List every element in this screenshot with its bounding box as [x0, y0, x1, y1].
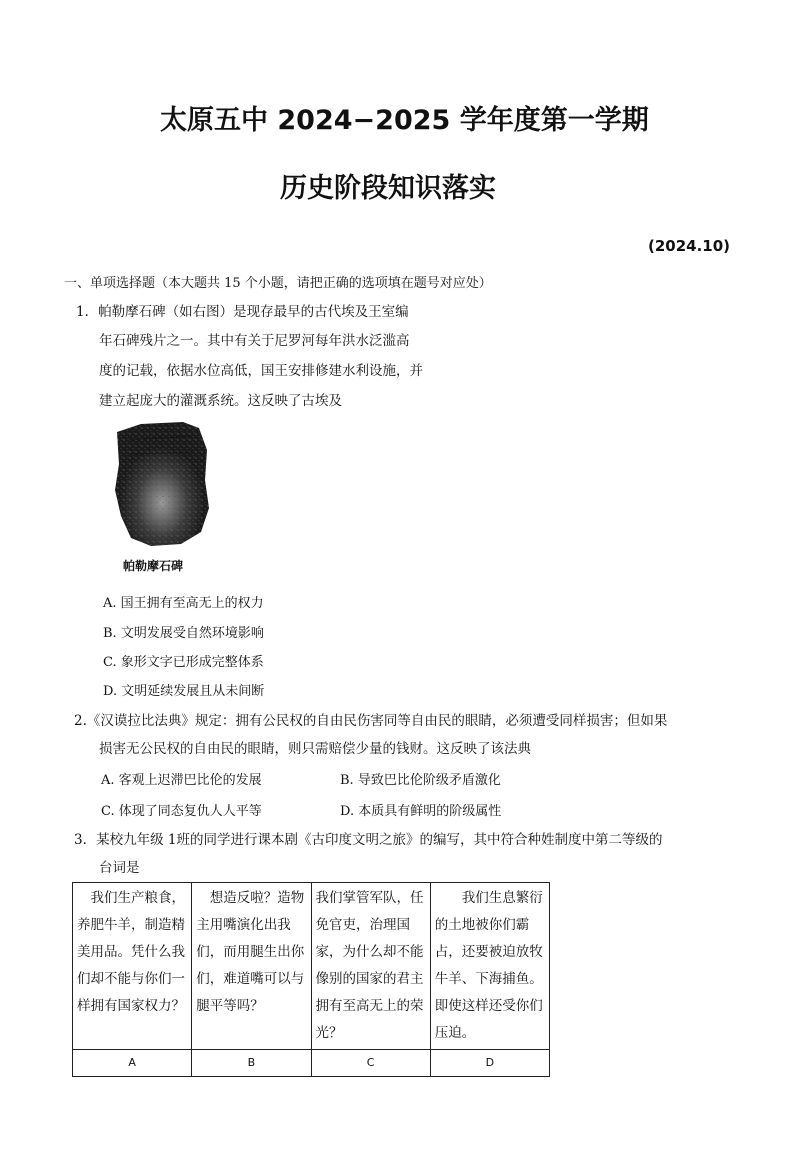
q2-stem-line: 2.《汉谟拉比法典》规定：拥有公民权的自由民伤害同等自由民的眼睛，必须遭受同样损害；但如果: [74, 713, 668, 729]
table-label-d: D: [430, 1050, 549, 1077]
q1-option-c[interactable]: C. 象形文字已形成完整体系: [103, 655, 264, 670]
page-subtitle: 历史阶段知识落实: [280, 173, 496, 204]
q2-option-d[interactable]: D. 本质具有鲜明的阶级属性: [340, 804, 502, 819]
q3-stem-line: 3．某校九年级 1班的同学进行课本剧《古印度文明之旅》的编写，其中符合种姓制度中第二等级的: [74, 832, 663, 848]
cell-text: 我们生息繁衍的土地被你们霸占，还要被迫放牧牛羊、下海捕鱼。即使这样还受你们压迫。: [434, 890, 543, 1041]
exam-date: (2024.10): [648, 237, 731, 255]
table-cell-c[interactable]: [311, 883, 430, 1050]
cell-text: 想造反啦？造物主用嘴演化出我们，而用腿生出你们，难道嘴可以与腿平等吗？: [196, 890, 305, 1014]
q2-option-c[interactable]: C. 体现了同态复仇人人平等: [101, 804, 262, 819]
palermo-stone-image: [111, 420, 211, 548]
q1-stem-line: 年石碑残片之一。其中有关于尼罗河每年洪水泛滥高: [99, 333, 410, 349]
q1-image-caption: 帕勒摩石碑: [123, 559, 184, 573]
q1-stem-line: 度的记载，依据水位高低，国王安排修建水利设施，并: [99, 363, 423, 379]
q1-stem-line: 建立起庞大的灌溉系统。这反映了古埃及: [99, 393, 342, 409]
table-label-b: B: [192, 1050, 311, 1077]
q3-stem-line: 台词是: [99, 860, 140, 876]
q2-stem-line: 损害无公民权的自由民的眼睛，则只需赔偿少量的钱财。这反映了该法典: [99, 741, 531, 757]
table-cell-b[interactable]: [192, 883, 311, 1050]
q3-dialogue-table: [72, 882, 550, 1077]
q1-option-a[interactable]: A. 国王拥有至高无上的权力: [103, 596, 264, 611]
q2-option-a[interactable]: A. 客观上迟滞巴比伦的发展: [101, 773, 262, 788]
table-cell-d[interactable]: [430, 883, 549, 1050]
cell-text: 我们生产粮食，养肥牛羊，制造精美用品。凭什么我们却不能与你们一样拥有国家权力？: [77, 890, 185, 1014]
cell-text: 我们掌管军队，任免官吏，治理国家，为什么却不能像别的国家的君主拥有至高无上的荣光？: [315, 890, 424, 1041]
table-label-c: C: [311, 1050, 430, 1077]
page-title: 太原五中 2024−2025 学年度第一学期: [160, 105, 649, 136]
section-heading: 一、单项选择题（本大题共 15 个小题，请把正确的选项填在题号对应处）: [64, 276, 492, 291]
q1-option-b[interactable]: B. 文明发展受自然环境影响: [103, 626, 264, 641]
table-cell-a[interactable]: [73, 883, 192, 1050]
q2-option-b[interactable]: B. 导致巴比伦阶级矛盾激化: [340, 773, 501, 788]
q1-option-d[interactable]: D. 文明延续发展且从未间断: [103, 684, 265, 699]
table-label-a: A: [73, 1050, 192, 1077]
q1-stem-line: 1．帕勒摩石碑（如右图）是现存最早的古代埃及王室编: [76, 304, 409, 320]
